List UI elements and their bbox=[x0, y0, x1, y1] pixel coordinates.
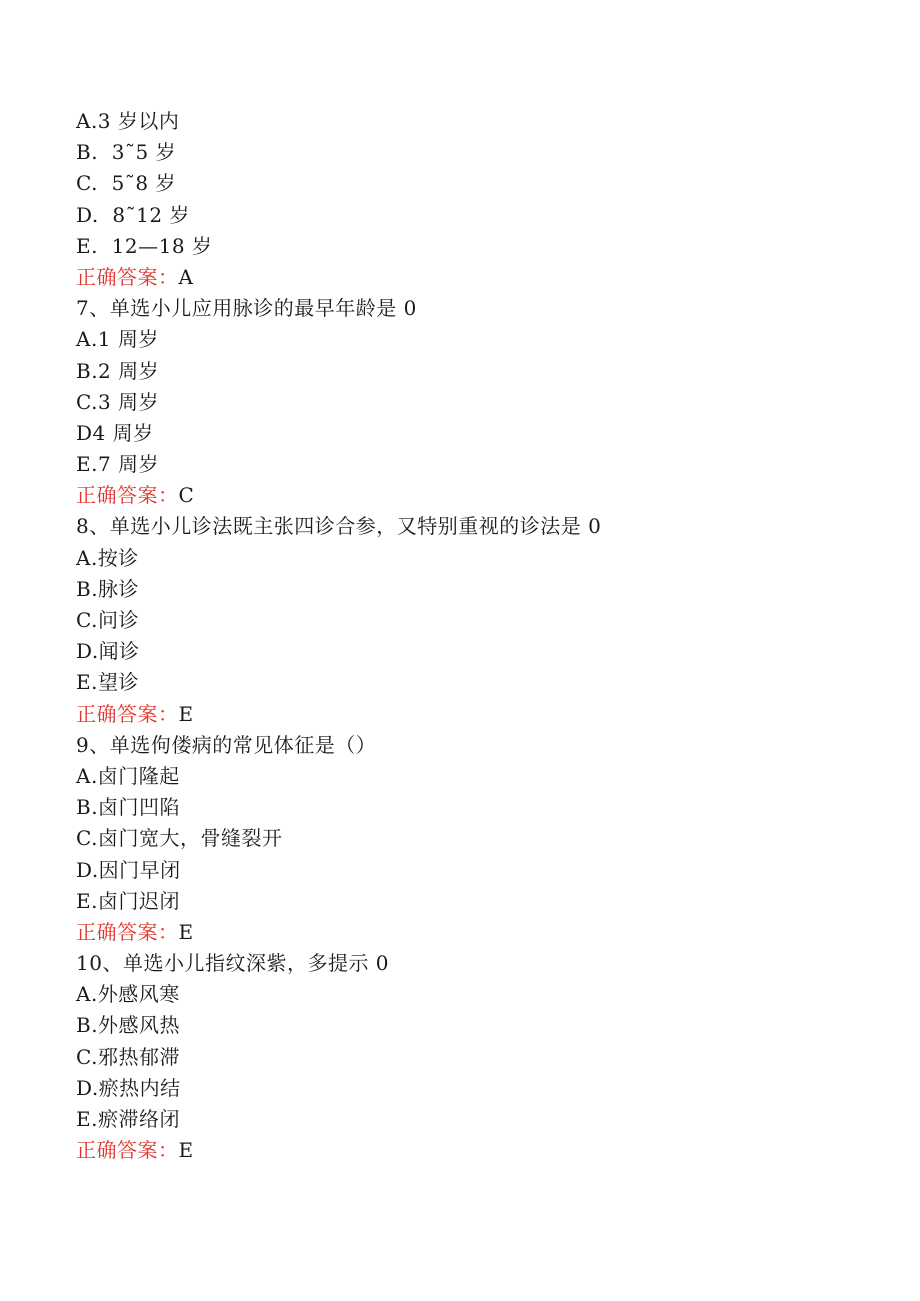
answer-line bbox=[76, 480, 856, 511]
answer-value: E bbox=[178, 701, 194, 726]
option-line: D.因门早闭 bbox=[76, 857, 181, 882]
option-line: A.3 岁以内 bbox=[76, 109, 180, 133]
option-line: C. 5˜8 岁 bbox=[76, 171, 176, 196]
option-line: E. 12—18 岁 bbox=[76, 233, 213, 258]
answer-line bbox=[76, 262, 856, 293]
option-line: B. 3˜5 岁 bbox=[76, 140, 177, 165]
option-line: D4 周岁 bbox=[76, 420, 154, 445]
answer-value: E bbox=[178, 1138, 194, 1163]
question-list bbox=[76, 106, 856, 1166]
answer-label: 正确答案： bbox=[76, 701, 179, 726]
option-line: A.外感风寒 bbox=[76, 982, 180, 1007]
option-line: A.按诊 bbox=[76, 545, 139, 570]
question-stem: 8、单选小儿诊法既主张四诊合参，又特别重视的诊法是 0 bbox=[76, 514, 602, 539]
answer-label: 正确答案： bbox=[76, 919, 179, 944]
option-line: D.闻诊 bbox=[76, 639, 140, 664]
answer-line bbox=[76, 699, 856, 730]
answer-value: E bbox=[178, 919, 194, 944]
option-line: C.3 周岁 bbox=[76, 389, 160, 414]
option-line: C.卤门宽大，骨缝裂开 bbox=[76, 826, 283, 851]
option-line: C.邪热郁滞 bbox=[76, 1044, 180, 1069]
option-line: D. 8˜12 岁 bbox=[76, 202, 190, 227]
answer-label: 正确答案： bbox=[76, 1138, 179, 1163]
question-stem: 7、单选小儿应用脉诊的最早年龄是 0 bbox=[76, 296, 417, 321]
question-stem: 10、单选小儿指纹深紫，多提示 0 bbox=[76, 951, 390, 976]
answer-label: 正确答案： bbox=[76, 264, 179, 289]
answer-line bbox=[76, 917, 856, 948]
option-line: E.卤门迟闭 bbox=[76, 888, 180, 913]
option-line: B.2 周岁 bbox=[76, 358, 160, 383]
option-line: A.1 周岁 bbox=[76, 327, 159, 352]
option-line: B.卤门凹陷 bbox=[76, 795, 181, 820]
option-line: E.7 周岁 bbox=[76, 452, 160, 477]
option-line: E.望诊 bbox=[76, 670, 139, 695]
option-line: B.外感风热 bbox=[76, 1013, 181, 1038]
option-line: D.瘀热内结 bbox=[76, 1075, 181, 1100]
option-line: B.脉诊 bbox=[76, 576, 140, 601]
option-line: C.问诊 bbox=[76, 608, 139, 632]
option-line: A.卤门隆起 bbox=[76, 763, 180, 788]
answer-value: C bbox=[178, 483, 195, 508]
answer-label: 正确答案： bbox=[76, 483, 179, 508]
answer-value: A bbox=[178, 264, 194, 289]
question-stem: 9、单选佝偻病的常见体征是（） bbox=[76, 732, 377, 757]
answer-line bbox=[76, 1135, 856, 1166]
option-line: E.瘀滞络闭 bbox=[76, 1107, 180, 1131]
